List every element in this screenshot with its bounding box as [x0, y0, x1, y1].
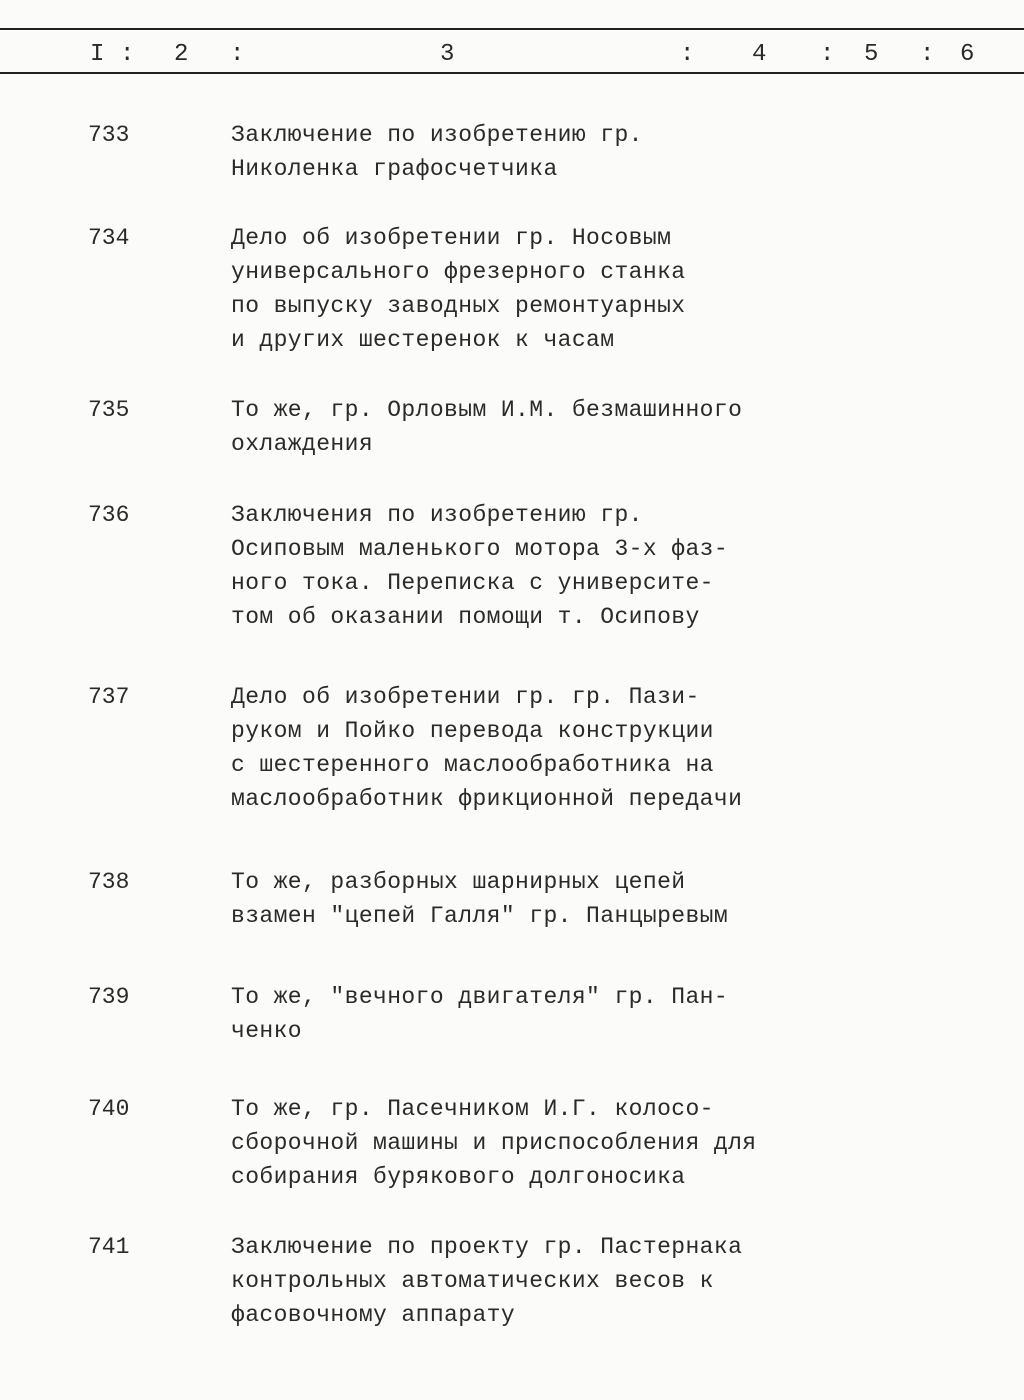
column-4: 4: [752, 41, 767, 68]
item-number: 738: [88, 869, 130, 895]
item-number: 736: [88, 502, 130, 528]
description-line: То же, гр. Орловым И.М. безмашинного: [231, 397, 743, 423]
description-line: по выпуску заводных ремонтуарных: [231, 293, 686, 319]
separator: :: [820, 41, 835, 68]
column-2: 2: [174, 41, 189, 68]
column-3: 3: [440, 41, 455, 68]
separator: :: [680, 41, 695, 68]
description-line: собирания бурякового долгоносика: [231, 1164, 686, 1190]
description-line: То же, "вечного двигателя" гр. Пан-: [231, 984, 729, 1010]
description-line: с шестеренного маслообработника на: [231, 752, 714, 778]
separator: :: [920, 41, 935, 68]
column-1: I: [90, 41, 105, 68]
separator: :: [120, 41, 135, 68]
description-line: универсального фрезерного станка: [231, 259, 686, 285]
description-line: руком и Пойко перевода конструкции: [231, 718, 714, 744]
description-line: контрольных автоматических весов к: [231, 1268, 714, 1294]
item-number: 739: [88, 984, 130, 1010]
item-number: 734: [88, 225, 130, 251]
description-line: том об оказании помощи т. Осипову: [231, 604, 700, 630]
description-line: Заключение по проекту гр. Пастернака: [231, 1234, 743, 1260]
item-number: 735: [88, 397, 130, 423]
description-line: и других шестеренок к часам: [231, 327, 615, 353]
description-line: сборочной машины и приспособления для: [231, 1130, 757, 1156]
description-line: Осиповым маленького мотора 3-х фаз-: [231, 536, 729, 562]
item-description: [231, 1092, 756, 1194]
description-line: охлаждения: [231, 431, 374, 457]
separator: :: [230, 41, 245, 68]
item-number: 737: [88, 684, 130, 710]
item-description: [231, 680, 742, 816]
description-line: маслообработник фрикционной передачи: [231, 786, 743, 812]
item-description: [231, 1230, 742, 1332]
description-line: ченко: [231, 1018, 303, 1044]
description-line: фасовочному аппарату: [231, 1302, 516, 1328]
description-line: ного тока. Переписка с университе-: [231, 570, 714, 596]
column-6: 6: [960, 41, 975, 68]
item-description: [231, 118, 643, 186]
item-description: [231, 393, 742, 461]
item-description: [231, 498, 728, 634]
header-bottom-rule: [0, 72, 1024, 74]
description-line: Дело об изобретении гр. гр. Пази-: [231, 684, 700, 710]
header-top-rule: [0, 28, 1024, 30]
column-5: 5: [864, 41, 879, 68]
item-description: [231, 221, 685, 357]
description-line: То же, гр. Пасечником И.Г. колосо-: [231, 1096, 714, 1122]
item-number: 740: [88, 1096, 130, 1122]
item-description: [231, 865, 728, 933]
description-line: Дело об изобретении гр. Носовым: [231, 225, 672, 251]
description-line: взамен "цепей Галля" гр. Панцыревым: [231, 903, 729, 929]
description-line: Заключения по изобретению гр.: [231, 502, 643, 528]
item-number: 733: [88, 122, 130, 148]
description-line: То же, разборных шарнирных цепей: [231, 869, 686, 895]
item-number: 741: [88, 1234, 130, 1260]
description-line: Заключение по изобретению гр.: [231, 122, 643, 148]
description-line: Николенка графосчетчика: [231, 156, 558, 182]
item-description: [231, 980, 728, 1048]
